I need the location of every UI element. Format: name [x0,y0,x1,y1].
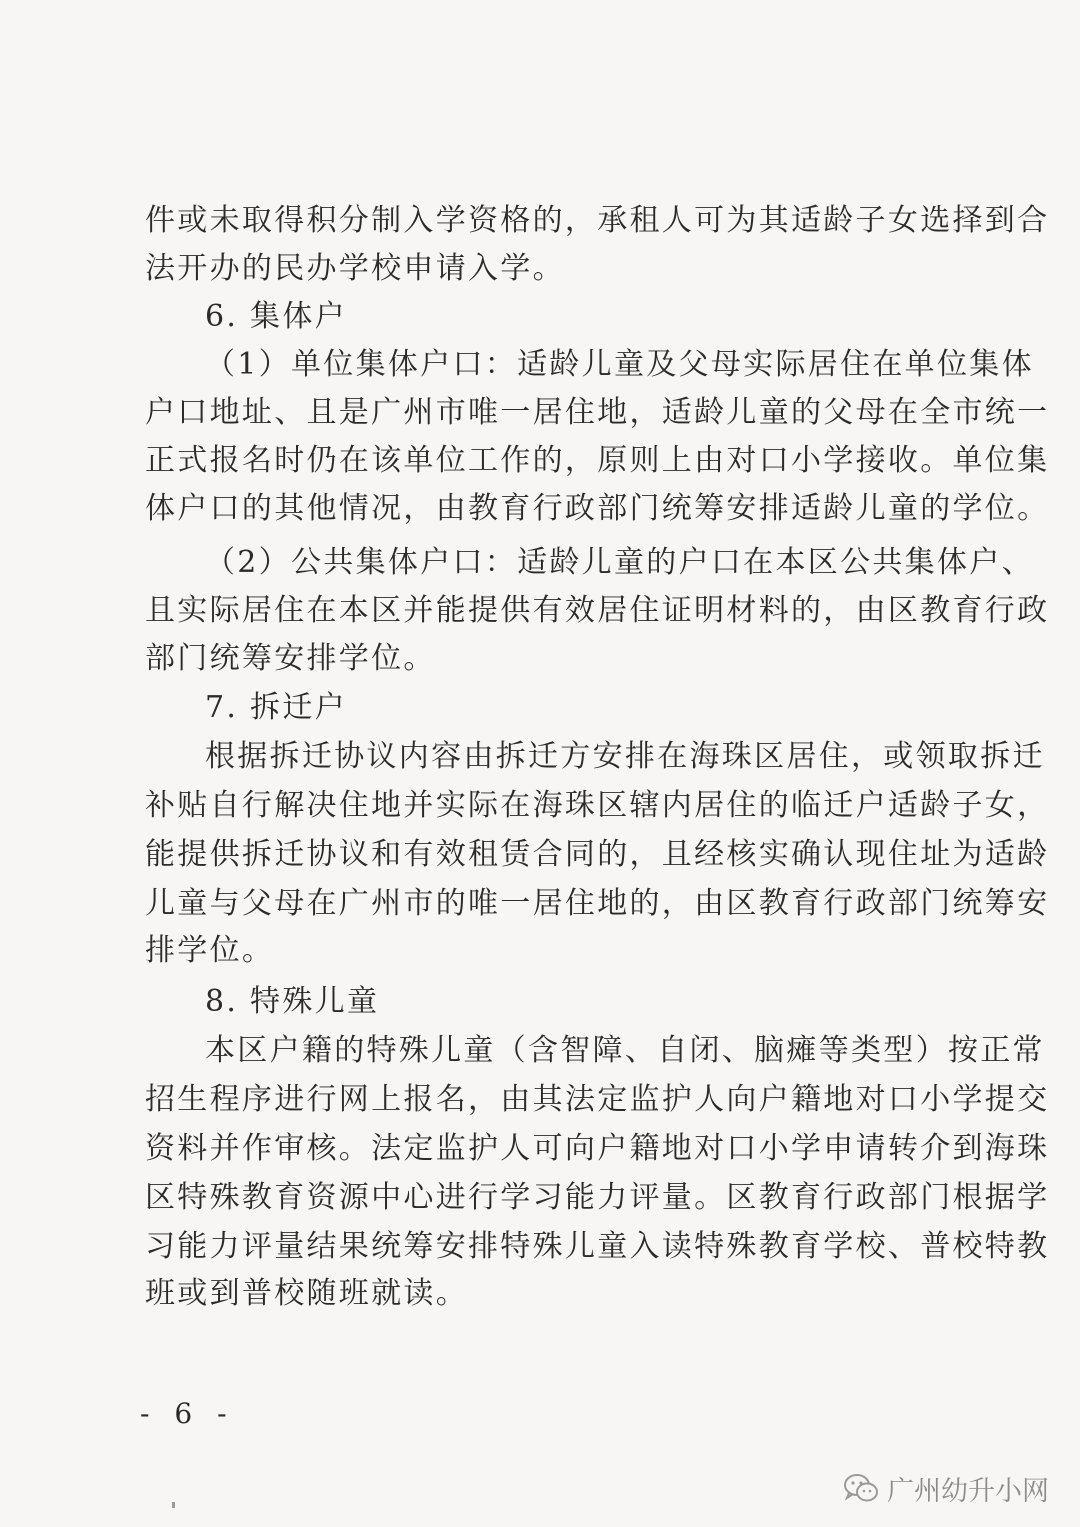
body-line: 件或未取得积分制入学资格的，承租人可为其适龄子女选择到合 [145,203,1050,238]
body-line: 习能力评量结果统筹安排特殊儿童入读特殊教育学校、普校特教 [145,1229,1050,1264]
section-heading-collective-household: 6. 集体户 [205,299,347,334]
body-line: 区特殊教育资源中心进行学习能力评量。区教育行政部门根据学 [145,1180,1050,1215]
body-line: 班或到普校随班就读。 [145,1276,468,1311]
body-line: 本区户籍的特殊儿童（含智障、自闭、脑瘫等类型）按正常 [205,1033,1045,1068]
body-line: 儿童与父母在广州市的唯一居住地的，由区教育行政部门统筹安 [145,886,1050,921]
body-line: 部门统筹安排学位。 [145,641,436,676]
watermark [843,1470,1049,1506]
wechat-icon [843,1473,879,1503]
section-heading-relocation-household: 7. 拆迁户 [205,690,347,725]
body-line: （2）公共集体户口：适龄儿童的户口在本区公共集体户、 [205,545,1034,580]
body-line: （1）单位集体户口：适龄儿童及父母实际居住在单位集体 [205,347,1034,382]
body-line: 补贴自行解决住地并实际在海珠区辖内居住的临迁户适龄子女， [145,788,1050,823]
body-line: 正式报名时仍在该单位工作的，原则上由对口小学接收。单位集 [145,443,1050,478]
body-line: 根据拆迁协议内容由拆迁方安排在海珠区居住，或领取拆迁 [205,739,1045,774]
body-line: 排学位。 [145,933,275,968]
section-heading-special-children: 8. 特殊儿童 [205,984,380,1019]
body-line: 资料并作审核。法定监护人可向户籍地对口小学申请转介到海珠 [145,1131,1050,1166]
page-number: - 6 - [140,1397,235,1430]
body-line: 能提供拆迁协议和有效租赁合同的，且经核实确认现住址为适龄 [145,837,1050,872]
scan-speck [172,1502,175,1508]
body-line: 且实际居住在本区并能提供有效居住证明材料的，由区教育行政 [145,593,1050,628]
body-line: 法开办的民办学校申请入学。 [145,251,565,286]
body-line: 体户口的其他情况，由教育行政部门统筹安排适龄儿童的学位。 [145,491,1050,526]
watermark-text: 广州幼升小网 [887,1475,1049,1507]
body-line: 招生程序进行网上报名，由其法定监护人向户籍地对口小学提交 [145,1082,1050,1117]
body-line: 户口地址、且是广州市唯一居住地，适龄儿童的父母在全市统一 [145,395,1050,430]
